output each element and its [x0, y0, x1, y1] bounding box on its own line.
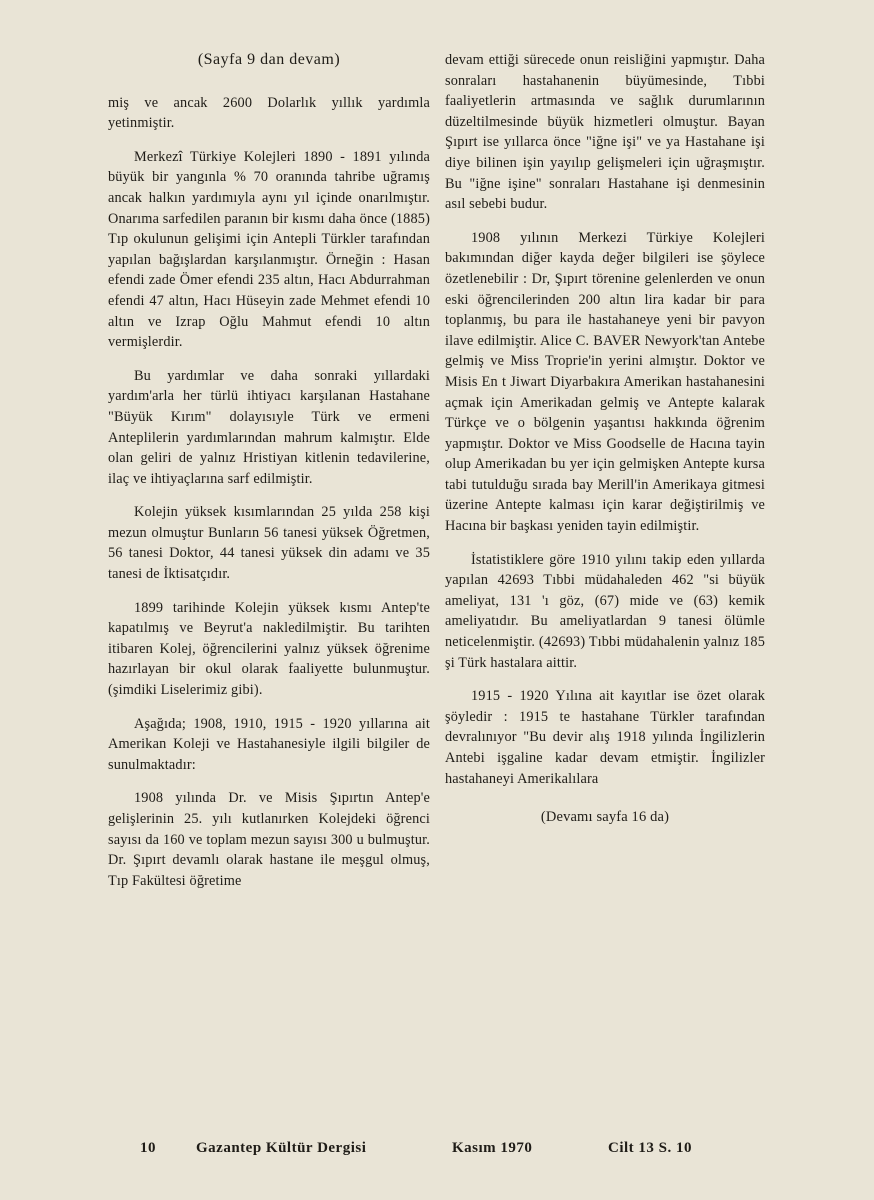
paragraph: devam ettiği sürecede onun reisliğini yapmıştır. Daha sonraları hastahanenin büyümesinde, Tıbbi faaliyetlerin artmasında ve sağlık durumlarının düzeltilmesinde büyük hizmetleri olmuştur. Bayan Şıpırt ise yıllarca önce "iğne işi" ve ya Hastahane işi diye bilinen işin yayılıp gelişmeleri için uğraşmıştır. Bu "iğne işine" sonraları Hastahane işi denmesinin asıl sebebi budur. [445, 52, 765, 213]
paragraph: Kolejin yüksek kısımlarından 25 yılda 258 kişi mezun olmuştur Bunların 56 tanesi yüksek Öğretmen, 56 tanesi Doktor, 44 tanesi yüksek din adamı ve 35 tanesi de İktisatçıdır. [108, 504, 430, 583]
paragraph: İstatistiklere göre 1910 yılını takip eden yıllarda yapılan 42693 Tıbbi müdahaleden 462 "si büyük ameliyat, 131 'ı göz, (67) mide ve (63) kemik ameliyatıdır. Bu ameliyatlardan 9 tanesi ölümle neticelenmiştir. (42693) Tıbbi müdahalenin yalnız 185 şi Türk hastalara aittir. [445, 551, 765, 671]
left-column [108, 50, 430, 904]
issue-date: Kasım 1970 [452, 1140, 533, 1156]
journal-title: Gazantep Kültür Dergisi [196, 1140, 367, 1156]
paragraph: miş ve ancak 2600 Dolarlık yıllık yardımla yetinmiştir. [108, 94, 430, 132]
continued-to-note: (Devamı sayfa 16 da) [540, 809, 670, 826]
page-number: 10 [140, 1140, 156, 1156]
volume-issue: Cilt 13 S. 10 [608, 1140, 693, 1156]
paragraph: Bu yardımlar ve daha sonraki yıllardaki yardım'arla her türlü ihtiyacı karşılanan Hastahane "Büyük Kırım" dolayısıyle Türk ve ermeni Anteplilerin yardımlarından mahrum kalmıştır. Elde olan geliri de yalnız Hristiyan kitlenin tedavilerine, ilaç ve ihtiyaçlarına sarf edilmiştir. [108, 367, 430, 487]
paragraph: 1899 tarihinde Kolejin yüksek kısmı Antep'te kapatılmış ve Beyrut'a nakledilmiştir. Bu tarihten itibaren Kolej, öğrencilerini yalnız yüksek öğrenime hazırlayan bir okul olarak faaliyette bulunmuştur. (şimdiki Liselerimiz gibi). [108, 599, 430, 699]
paragraph: 1908 yılının Merkezi Türkiye Kolejleri bakımından diğer kayda değer bilgileri ise şöylece özetlenebilir : Dr, Şıpırt törenine gelenlerden ve onun eski öğrencilerinden 200 altın lira kadar bir para toplanmış, bu para ile hastahaneye yeni bir pavyon ilave edilmiştir. Alice C. BAVER Newyork'tan Antebe gelmiş ve Miss Troprie'in yerini almıştır. Doktor ve Misis En t Jiwart Diyarbakıra Amerikan hastahanesini açmak için Amerikadan gelmiş ve Anteptе kalarak Türkçe ve o bölgenin yaşantısı hakkında öğrenim yapmıştır. Doktor ve Miss Goodselle de Hacına tayin olup Amerikadan bu yer için gelmişken Antepte kursa tabi tutulduğu sırada bay Merill'in Amerikaya gitmesi üzerine Antepte kalması için karar değiştirilmiş ve Hacına bir başkası yeniden tayin edilmiştir. [445, 229, 765, 535]
paragraph: 1908 yılında Dr. ve Misis Şıpırtın Antep'e gelişlerinin 25. yılı kutlanırken Kolejdeki öğrenci sayısı da 160 ve toplam mezun sayısı 300 u bulmuştur. Dr. Şıpırt devamlı olarak hastane ile meşgul olmuş, Tıp Fakültesi öğretime [108, 790, 430, 889]
paragraph: Aşağıda; 1908, 1910, 1915 - 1920 yıllarına ait Amerikan Koleji ve Hastahanesiyle ilgili bilgiler de sunulmaktadır: [108, 715, 430, 773]
paragraph: 1915 - 1920 Yılına ait kayıtlar ise özet olarak şöyledir : 1915 te hastahane Türkler tarafından devralınıyor "Bu devir alış 1918 yılında İngilizlerin Antebi işgaline kadar devam etmiştir. İngilizler hastahaneyi Amerikalılara [445, 688, 765, 787]
right-column [445, 50, 765, 828]
paragraph: Merkezî Türkiye Kolejleri 1890 - 1891 yılında büyük bir yangınla % 70 oranında tahribe uğramış ancak halkın yardımıyla aynı yıl içinde onarılmıştır. Onarıma sarfedilen paranın bir kısmı daha önce (1885) Tıp okulunun gelişimi için Antepli Türkler tarafından yapılan bağışlardan karşılanmıştır. Örneğin : Hasan efendi zade Ömer efendi 235 altın, Hacı Abdurrahman efendi 47 altın, Hacı Hüseyin zade Mehmet efendi 10 altın ve Izrap Oğlu Mahmut efendi 10 altın vermişlerdir. [108, 148, 430, 351]
continued-from-note: (Sayfa 9 dan devam) [197, 51, 341, 68]
